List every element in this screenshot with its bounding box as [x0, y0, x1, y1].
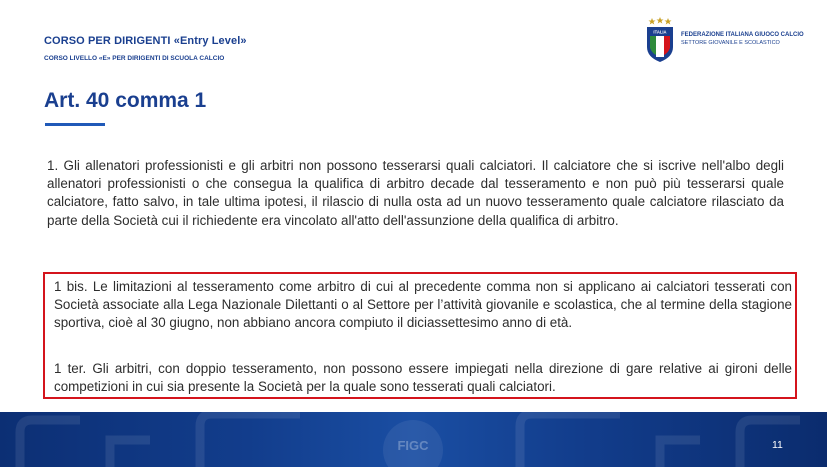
- footer-pattern: [0, 412, 827, 467]
- sector-name: SETTORE GIOVANILE E SCOLASTICO: [681, 40, 780, 46]
- article-paragraph-1bis: 1 bis. Le limitazioni al tesseramento come arbitro di cui al precedente comma non si applicano ai calciatori tesserati con Società associate alla Lega Nazionale Dilettanti o al Settore per l’attività giovanile e scolastica, che al termine della stagione sportiva, cioè al 30 giugno, non abbiano ancora compiuto il diciassettesimo anno di età.: [54, 279, 792, 331]
- footer-band: [0, 412, 827, 467]
- course-title: CORSO PER DIRIGENTI «Entry Level»: [44, 35, 247, 47]
- figc-shield-icon: [645, 17, 675, 63]
- figc-logo: [645, 17, 805, 63]
- article-paragraph-1ter: 1 ter. Gli arbitri, con doppio tesseramento, non possono essere impiegati nella direzione di gare relative ai gironi delle competizioni in cui sia presente la Società per la quale sono tesserati quali calciatori.: [54, 361, 792, 395]
- article-paragraph-1: 1. Gli allenatori professionisti e gli arbitri non possono tesserarsi quali calciatori. Il calciatore che si iscrive nell'albo degli allenatori professionisti o che consegua la qualifica di arbitro decade dal tesseramento e non può più tesserarsi quale calciatore, fatto salvo, in tale ultima ipotesi, il rilascio di nulla osta ad un nuovo tesseramento quale calciatore rilasciato da parte della Società cui il richiedente era vincolato all'atto dell'assunzione della qualifica di arbitro.: [47, 158, 784, 228]
- shield-label: ITALIA: [653, 29, 667, 35]
- slide-heading: Art. 40 comma 1: [44, 89, 207, 112]
- course-subtitle: CORSO LIVELLO «E» PER DIRIGENTI DI SCUOLA CALCIO: [44, 55, 225, 62]
- figc-watermark: FIGC: [397, 438, 429, 453]
- page-number: 11: [772, 439, 783, 451]
- heading-underline: [45, 123, 105, 126]
- federation-name: FEDERAZIONE ITALIANA GIUOCO CALCIO: [681, 32, 804, 38]
